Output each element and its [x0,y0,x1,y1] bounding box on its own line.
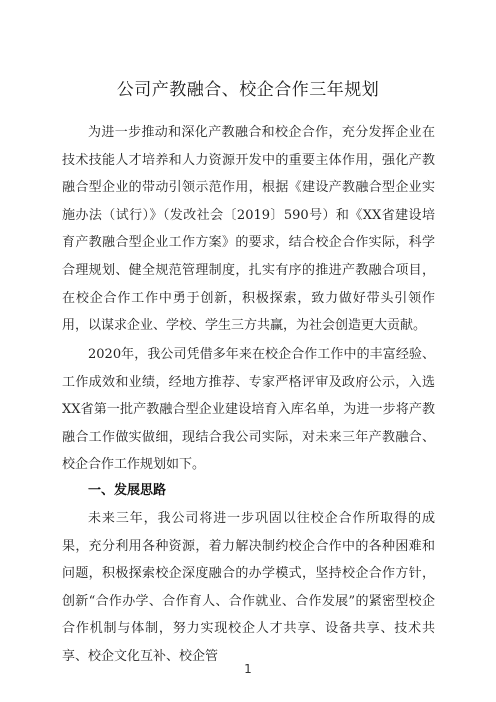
paragraph-text: 为进一步推动和深化产教融合和校企合作，充分发挥企业在技术技能人才培养和人力资源开发中的重要主体作用，强化产教融合型企业的带动引领示范作用，根据《建设产教融合型企业实施办法（试行）》（发改社会〔2019〕590号）和《XX省建设培育产教融合型企业工作方案》的要求，结合校企合作实际，科学合理规划、健全规范管理制度，扎实有序的推进产教融合项目，在校企合作工作中勇于创新，积极探索，致力做好带头引领作用，以谋求企业、学校、学生三方共赢，为社会创造更大贡献。 [62,125,435,334]
document-title: 公司产教融合、校企合作三年规划 [116,80,380,100]
page-number: 1 [244,662,252,676]
paragraph-text: 2020年，我公司凭借多年来在校企合作工作中的丰富经验、工作成效和业绩，经地方推荐、专家严格评审及政府公示，入选XX省第一批产教融合型企业建设培育入库名单，为进一步将产教融合工作做实做细，现结合我公司实际，对未来三年产教融合、校企合作工作规划如下。 [62,347,435,473]
section-heading: 一、发展思路 [88,483,167,498]
paragraph-text: 未来三年，我公司将进一步巩固以往校企合作所取得的成果，充分利用各种资源，着力解决制约校企合作中的各种困难和问题，积极探索校企深度融合的办学模式，坚持校企合作方针，创新“合作办学、合作育人、合作就业、合作发展”的紧密型校企合作机制与体制，努力实现校企人才共享、设备共享、技术共享、校企文化互补、校企管 [62,511,435,664]
body-paragraph [62,505,435,671]
body-paragraph [62,119,435,340]
body-paragraph [62,341,435,479]
